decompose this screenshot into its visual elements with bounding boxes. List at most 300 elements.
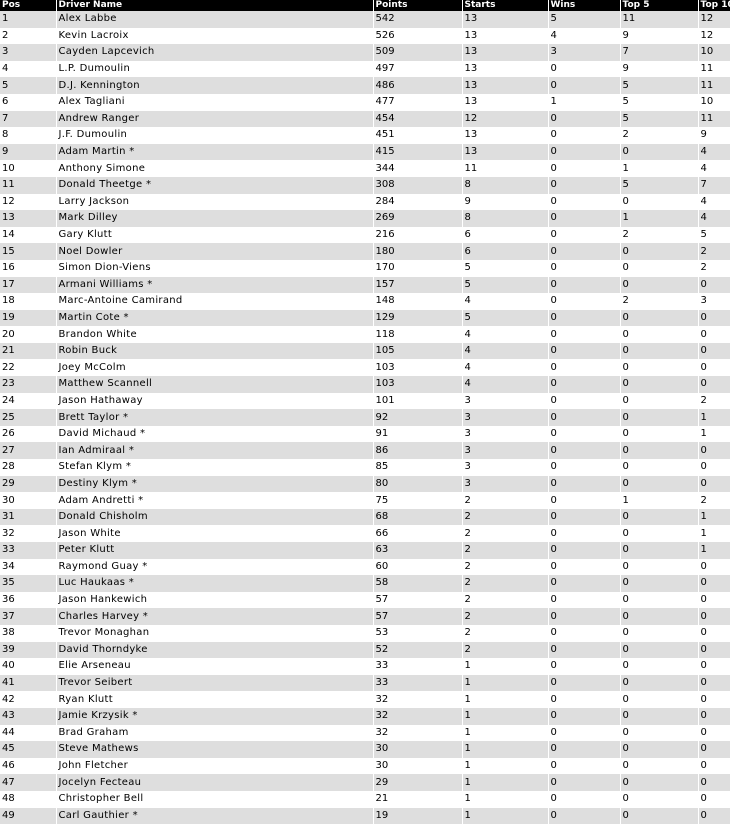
cell-pos: 8 (0, 127, 56, 144)
table-row (0, 708, 730, 725)
cell-pos: 17 (0, 277, 56, 294)
column-header-pos: Pos (0, 0, 56, 11)
cell-wins: 0 (548, 326, 620, 343)
cell-driver-name: Christopher Bell (56, 791, 373, 808)
cell-driver-name: Luc Haukaas * (56, 575, 373, 592)
cell-points: 30 (373, 741, 462, 758)
cell-points: 63 (373, 542, 462, 559)
cell-driver-name: Carl Gauthier * (56, 808, 373, 825)
cell-driver-name: Alex Labbe (56, 11, 373, 28)
cell-top-10: 0 (698, 808, 730, 825)
cell-pos: 10 (0, 160, 56, 177)
cell-pos: 37 (0, 608, 56, 625)
cell-pos: 35 (0, 575, 56, 592)
cell-starts: 2 (462, 625, 548, 642)
cell-top-10: 0 (698, 343, 730, 360)
cell-top-10: 0 (698, 691, 730, 708)
cell-pos: 29 (0, 476, 56, 493)
cell-driver-name: John Fletcher (56, 758, 373, 775)
cell-starts: 13 (462, 61, 548, 78)
table-row (0, 177, 730, 194)
cell-top-5: 0 (620, 774, 698, 791)
table-row (0, 459, 730, 476)
cell-top-10: 1 (698, 525, 730, 542)
table-row (0, 144, 730, 161)
column-header-starts: Starts (462, 0, 548, 11)
column-header-points: Points (373, 0, 462, 11)
cell-top-5: 0 (620, 525, 698, 542)
cell-top-5: 0 (620, 376, 698, 393)
cell-top-5: 0 (620, 343, 698, 360)
cell-points: 103 (373, 376, 462, 393)
cell-wins: 0 (548, 542, 620, 559)
cell-points: 92 (373, 409, 462, 426)
cell-pos: 39 (0, 642, 56, 659)
cell-starts: 6 (462, 243, 548, 260)
cell-starts: 2 (462, 492, 548, 509)
cell-points: 526 (373, 28, 462, 45)
cell-driver-name: Jamie Krzysik * (56, 708, 373, 725)
cell-top-5: 0 (620, 758, 698, 775)
cell-wins: 0 (548, 359, 620, 376)
table-row (0, 409, 730, 426)
cell-starts: 5 (462, 277, 548, 294)
cell-points: 415 (373, 144, 462, 161)
cell-wins: 0 (548, 675, 620, 692)
cell-starts: 2 (462, 608, 548, 625)
cell-top-10: 11 (698, 111, 730, 128)
column-header-top-5: Top 5 (620, 0, 698, 11)
cell-pos: 1 (0, 11, 56, 28)
cell-pos: 26 (0, 426, 56, 443)
cell-starts: 9 (462, 194, 548, 211)
cell-top-5: 0 (620, 625, 698, 642)
cell-wins: 0 (548, 592, 620, 609)
cell-driver-name: Alex Tagliani (56, 94, 373, 111)
cell-driver-name: Martin Cote * (56, 310, 373, 327)
cell-top-10: 0 (698, 559, 730, 576)
table-row (0, 376, 730, 393)
cell-points: 32 (373, 691, 462, 708)
cell-pos: 15 (0, 243, 56, 260)
cell-top-10: 12 (698, 28, 730, 45)
cell-pos: 41 (0, 675, 56, 692)
cell-top-10: 0 (698, 708, 730, 725)
cell-pos: 2 (0, 28, 56, 45)
cell-pos: 47 (0, 774, 56, 791)
cell-top-5: 0 (620, 542, 698, 559)
cell-top-5: 0 (620, 393, 698, 410)
cell-pos: 5 (0, 77, 56, 94)
cell-top-5: 1 (620, 210, 698, 227)
cell-pos: 23 (0, 376, 56, 393)
cell-pos: 16 (0, 260, 56, 277)
cell-top-5: 0 (620, 675, 698, 692)
cell-driver-name: Matthew Scannell (56, 376, 373, 393)
cell-starts: 13 (462, 127, 548, 144)
cell-points: 33 (373, 658, 462, 675)
cell-points: 157 (373, 277, 462, 294)
table-row (0, 194, 730, 211)
cell-pos: 30 (0, 492, 56, 509)
cell-pos: 32 (0, 525, 56, 542)
table-row (0, 625, 730, 642)
table-row (0, 111, 730, 128)
table-row (0, 509, 730, 526)
table-row (0, 675, 730, 692)
column-header-wins: Wins (548, 0, 620, 11)
cell-points: 80 (373, 476, 462, 493)
cell-points: 91 (373, 426, 462, 443)
cell-top-10: 10 (698, 44, 730, 61)
cell-points: 451 (373, 127, 462, 144)
cell-top-5: 7 (620, 44, 698, 61)
cell-pos: 13 (0, 210, 56, 227)
table-row (0, 658, 730, 675)
cell-starts: 1 (462, 808, 548, 825)
cell-top-10: 0 (698, 741, 730, 758)
cell-driver-name: Adam Martin * (56, 144, 373, 161)
cell-pos: 4 (0, 61, 56, 78)
cell-top-10: 2 (698, 243, 730, 260)
cell-driver-name: Jason Hathaway (56, 393, 373, 410)
cell-wins: 0 (548, 575, 620, 592)
standings-body (0, 11, 730, 824)
cell-points: 32 (373, 708, 462, 725)
cell-starts: 6 (462, 227, 548, 244)
cell-driver-name: Ian Admiraal * (56, 442, 373, 459)
table-row (0, 642, 730, 659)
column-header-top-10: Top 10 (698, 0, 730, 11)
cell-wins: 0 (548, 293, 620, 310)
table-row (0, 28, 730, 45)
table-row (0, 227, 730, 244)
cell-starts: 3 (462, 409, 548, 426)
cell-top-10: 0 (698, 575, 730, 592)
table-row (0, 442, 730, 459)
cell-driver-name: Destiny Klym * (56, 476, 373, 493)
cell-top-5: 0 (620, 426, 698, 443)
cell-points: 269 (373, 210, 462, 227)
cell-top-10: 0 (698, 658, 730, 675)
cell-driver-name: Larry Jackson (56, 194, 373, 211)
cell-points: 129 (373, 310, 462, 327)
cell-starts: 2 (462, 559, 548, 576)
cell-wins: 0 (548, 442, 620, 459)
cell-pos: 21 (0, 343, 56, 360)
cell-pos: 14 (0, 227, 56, 244)
cell-points: 85 (373, 459, 462, 476)
cell-driver-name: Anthony Simone (56, 160, 373, 177)
cell-pos: 38 (0, 625, 56, 642)
table-row (0, 525, 730, 542)
cell-driver-name: Jocelyn Fecteau (56, 774, 373, 791)
cell-top-10: 0 (698, 625, 730, 642)
cell-top-5: 9 (620, 61, 698, 78)
cell-top-10: 0 (698, 592, 730, 609)
cell-top-10: 7 (698, 177, 730, 194)
cell-top-10: 0 (698, 476, 730, 493)
cell-driver-name: Adam Andretti * (56, 492, 373, 509)
cell-points: 75 (373, 492, 462, 509)
cell-top-5: 0 (620, 725, 698, 742)
cell-top-10: 0 (698, 310, 730, 327)
table-row (0, 808, 730, 825)
cell-starts: 1 (462, 658, 548, 675)
cell-starts: 1 (462, 708, 548, 725)
table-row (0, 326, 730, 343)
cell-pos: 11 (0, 177, 56, 194)
cell-driver-name: L.P. Dumoulin (56, 61, 373, 78)
cell-top-5: 0 (620, 708, 698, 725)
cell-wins: 0 (548, 61, 620, 78)
cell-points: 170 (373, 260, 462, 277)
cell-points: 32 (373, 725, 462, 742)
cell-points: 497 (373, 61, 462, 78)
cell-top-10: 0 (698, 642, 730, 659)
cell-pos: 46 (0, 758, 56, 775)
cell-wins: 0 (548, 459, 620, 476)
cell-driver-name: Trevor Seibert (56, 675, 373, 692)
cell-points: 454 (373, 111, 462, 128)
cell-top-10: 1 (698, 542, 730, 559)
cell-starts: 13 (462, 77, 548, 94)
cell-wins: 0 (548, 559, 620, 576)
cell-driver-name: Brandon White (56, 326, 373, 343)
cell-top-5: 0 (620, 277, 698, 294)
cell-top-5: 0 (620, 559, 698, 576)
cell-pos: 49 (0, 808, 56, 825)
cell-top-5: 1 (620, 492, 698, 509)
table-row (0, 11, 730, 28)
cell-wins: 0 (548, 111, 620, 128)
cell-top-5: 0 (620, 459, 698, 476)
cell-driver-name: Gary Klutt (56, 227, 373, 244)
cell-driver-name: Marc-Antoine Camirand (56, 293, 373, 310)
cell-points: 344 (373, 160, 462, 177)
cell-top-10: 9 (698, 127, 730, 144)
cell-top-10: 0 (698, 376, 730, 393)
cell-top-10: 0 (698, 277, 730, 294)
cell-driver-name: Ryan Klutt (56, 691, 373, 708)
table-row (0, 44, 730, 61)
table-row (0, 559, 730, 576)
cell-top-5: 0 (620, 310, 698, 327)
cell-top-10: 0 (698, 442, 730, 459)
cell-top-5: 0 (620, 608, 698, 625)
table-row (0, 260, 730, 277)
cell-driver-name: Armani Williams * (56, 277, 373, 294)
cell-starts: 4 (462, 326, 548, 343)
cell-starts: 8 (462, 210, 548, 227)
cell-starts: 2 (462, 575, 548, 592)
cell-pos: 3 (0, 44, 56, 61)
cell-top-5: 2 (620, 127, 698, 144)
cell-wins: 3 (548, 44, 620, 61)
cell-points: 57 (373, 608, 462, 625)
cell-wins: 0 (548, 77, 620, 94)
cell-driver-name: David Thorndyke (56, 642, 373, 659)
cell-top-10: 1 (698, 426, 730, 443)
cell-driver-name: Andrew Ranger (56, 111, 373, 128)
cell-pos: 33 (0, 542, 56, 559)
cell-points: 66 (373, 525, 462, 542)
cell-wins: 0 (548, 160, 620, 177)
cell-top-5: 11 (620, 11, 698, 28)
cell-top-5: 0 (620, 658, 698, 675)
cell-top-5: 1 (620, 160, 698, 177)
cell-top-5: 2 (620, 227, 698, 244)
cell-driver-name: Raymond Guay * (56, 559, 373, 576)
table-row (0, 359, 730, 376)
cell-wins: 0 (548, 409, 620, 426)
cell-starts: 1 (462, 791, 548, 808)
cell-top-10: 3 (698, 293, 730, 310)
table-row (0, 542, 730, 559)
table-row (0, 94, 730, 111)
cell-top-5: 0 (620, 359, 698, 376)
cell-top-10: 4 (698, 210, 730, 227)
table-row (0, 277, 730, 294)
cell-top-5: 9 (620, 28, 698, 45)
cell-points: 86 (373, 442, 462, 459)
cell-wins: 5 (548, 11, 620, 28)
cell-driver-name: Peter Klutt (56, 542, 373, 559)
cell-starts: 13 (462, 144, 548, 161)
cell-top-5: 5 (620, 177, 698, 194)
cell-points: 103 (373, 359, 462, 376)
cell-points: 542 (373, 11, 462, 28)
table-row (0, 741, 730, 758)
cell-top-5: 0 (620, 243, 698, 260)
cell-top-10: 2 (698, 393, 730, 410)
cell-points: 53 (373, 625, 462, 642)
cell-top-5: 0 (620, 326, 698, 343)
cell-starts: 1 (462, 675, 548, 692)
table-row (0, 608, 730, 625)
cell-pos: 42 (0, 691, 56, 708)
cell-driver-name: Steve Mathews (56, 741, 373, 758)
cell-top-10: 4 (698, 144, 730, 161)
header-row (0, 0, 730, 11)
table-row (0, 210, 730, 227)
cell-top-5: 0 (620, 442, 698, 459)
cell-starts: 1 (462, 741, 548, 758)
cell-wins: 0 (548, 343, 620, 360)
cell-points: 60 (373, 559, 462, 576)
table-row (0, 293, 730, 310)
cell-wins: 0 (548, 658, 620, 675)
table-row (0, 492, 730, 509)
cell-starts: 8 (462, 177, 548, 194)
cell-wins: 0 (548, 194, 620, 211)
cell-pos: 20 (0, 326, 56, 343)
cell-starts: 1 (462, 691, 548, 708)
cell-points: 105 (373, 343, 462, 360)
cell-pos: 12 (0, 194, 56, 211)
cell-starts: 13 (462, 44, 548, 61)
cell-starts: 4 (462, 376, 548, 393)
cell-wins: 0 (548, 144, 620, 161)
cell-top-10: 2 (698, 260, 730, 277)
cell-top-10: 0 (698, 758, 730, 775)
cell-wins: 0 (548, 277, 620, 294)
cell-starts: 5 (462, 310, 548, 327)
cell-driver-name: Trevor Monaghan (56, 625, 373, 642)
cell-top-5: 0 (620, 575, 698, 592)
column-header-driver-name: Driver Name (56, 0, 373, 11)
cell-pos: 45 (0, 741, 56, 758)
cell-pos: 48 (0, 791, 56, 808)
cell-driver-name: D.J. Kennington (56, 77, 373, 94)
cell-points: 68 (373, 509, 462, 526)
cell-wins: 1 (548, 94, 620, 111)
cell-wins: 0 (548, 376, 620, 393)
table-row (0, 791, 730, 808)
cell-top-5: 0 (620, 194, 698, 211)
table-row (0, 61, 730, 78)
table-row (0, 310, 730, 327)
cell-driver-name: Jason White (56, 525, 373, 542)
cell-points: 33 (373, 675, 462, 692)
cell-points: 284 (373, 194, 462, 211)
cell-wins: 0 (548, 310, 620, 327)
cell-pos: 18 (0, 293, 56, 310)
cell-pos: 44 (0, 725, 56, 742)
table-row (0, 243, 730, 260)
cell-top-5: 0 (620, 642, 698, 659)
cell-top-10: 4 (698, 160, 730, 177)
table-row (0, 393, 730, 410)
cell-driver-name: Brett Taylor * (56, 409, 373, 426)
cell-points: 148 (373, 293, 462, 310)
table-row (0, 774, 730, 791)
cell-starts: 13 (462, 28, 548, 45)
cell-top-5: 5 (620, 94, 698, 111)
cell-starts: 4 (462, 293, 548, 310)
cell-driver-name: Noel Dowler (56, 243, 373, 260)
cell-wins: 0 (548, 774, 620, 791)
cell-pos: 40 (0, 658, 56, 675)
cell-pos: 6 (0, 94, 56, 111)
cell-points: 118 (373, 326, 462, 343)
cell-top-10: 11 (698, 61, 730, 78)
cell-driver-name: Joey McColm (56, 359, 373, 376)
cell-driver-name: Elie Arseneau (56, 658, 373, 675)
cell-driver-name: Donald Chisholm (56, 509, 373, 526)
cell-driver-name: Cayden Lapcevich (56, 44, 373, 61)
cell-wins: 0 (548, 691, 620, 708)
cell-driver-name: Robin Buck (56, 343, 373, 360)
cell-points: 19 (373, 808, 462, 825)
cell-driver-name: Jason Hankewich (56, 592, 373, 609)
cell-top-10: 0 (698, 791, 730, 808)
table-row (0, 77, 730, 94)
cell-pos: 43 (0, 708, 56, 725)
cell-wins: 0 (548, 625, 620, 642)
cell-top-10: 0 (698, 359, 730, 376)
cell-starts: 1 (462, 774, 548, 791)
cell-starts: 2 (462, 542, 548, 559)
cell-points: 29 (373, 774, 462, 791)
cell-wins: 0 (548, 210, 620, 227)
cell-starts: 2 (462, 525, 548, 542)
cell-top-5: 0 (620, 260, 698, 277)
cell-wins: 0 (548, 791, 620, 808)
cell-driver-name: David Michaud * (56, 426, 373, 443)
cell-driver-name: Mark Dilley (56, 210, 373, 227)
cell-wins: 0 (548, 426, 620, 443)
